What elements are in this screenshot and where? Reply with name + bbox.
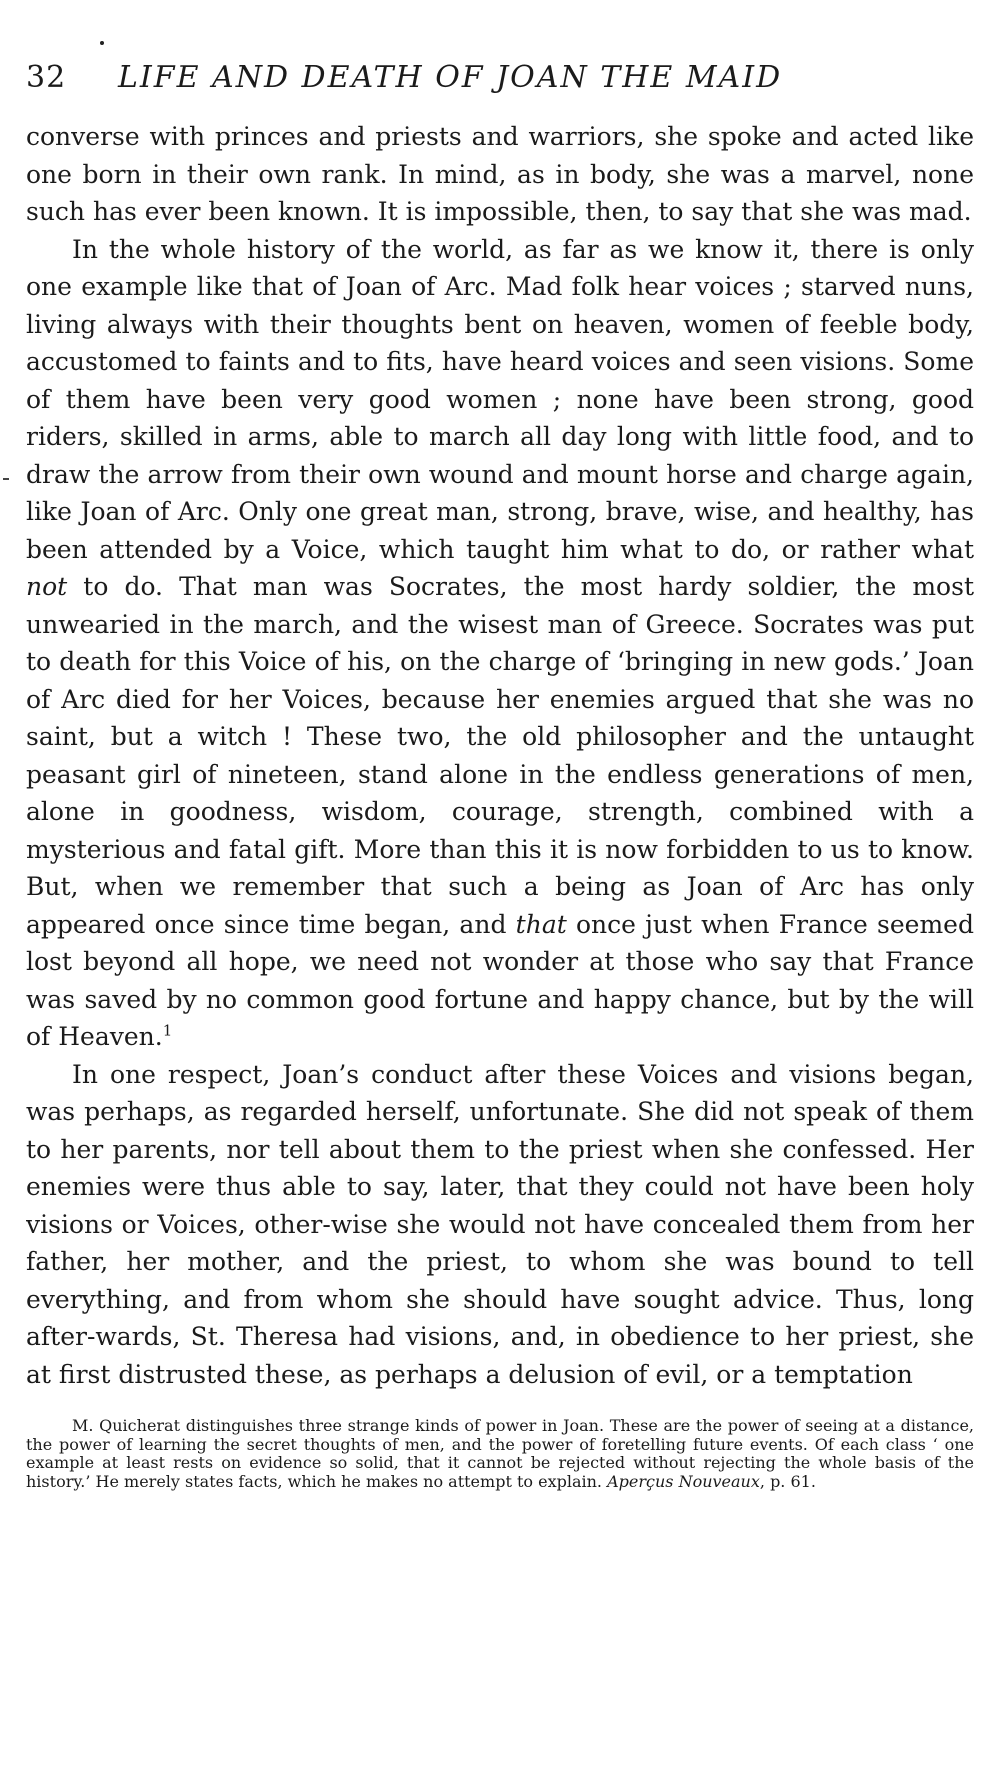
body-text [26, 118, 974, 1393]
footnote-reference: 1 [162, 1021, 173, 1040]
paragraph-2-part-a: In the whole history of the world, as far as we know it, there is only one example like that of Joan of Arc. Mad folk hear voices ; starved nuns, living always with their thoughts bent on heaven, women of feeble body, accustomed to faints and to fits, have heard voices and seen visions. Some of them have been very good women ; none have been strong, good riders, skilled in arms, able to march all day long with little food, and to draw the arrow from their own wound and mount horse and charge again, like Joan of Arc. Only one great man, strong, brave, wise, and healthy, has been attended by a Voice, which taught him what to do, or rather what [26, 234, 974, 564]
footnote-page-ref: , p. 61. [759, 1471, 816, 1491]
footnote-source: Aperçus Nouveaux [607, 1471, 760, 1491]
paragraph-2 [26, 231, 974, 1056]
footnote [26, 1417, 974, 1491]
ink-speck [100, 41, 104, 45]
paragraph-3: In one respect, Joan’s conduct after these Voices and visions began, was perhaps, as regarded herself, unfortunate. She did not speak of them to her parents, nor tell about them to the priest when she confessed. Her enemies were thus able to say, later, that they could not have been holy visions or Voices, other-wise she would not have concealed them from her father, her mother, and the priest, to whom she was bound to tell everything, and from whom she should have sought advice. Thus, long after-wards, St. Theresa had visions, and, in obedience to her priest, she at first distrusted these, as perhaps a delusion of evil, or a temptation [26, 1059, 974, 1389]
footnote-text: M. Quicherat distinguishes three strange kinds of power in Joan. These are the power of seeing at a distance, the power of learning the secret thoughts of men, and the power of foretelling future events. Of each class ‘ one example at least rests on evidence so solid, that it cannot be rejected without rejecting the whole basis of the history.’ He merely states facts, which he makes no attempt to explain. [26, 1416, 974, 1491]
page-number: 32 [26, 60, 67, 95]
margin-mark [3, 478, 9, 480]
paragraph-2-part-b: to do. That man was Socrates, the most hardy soldier, the most unwearied in the march, and the wisest man of Greece. Socrates was put to death for this Voice of his, on the charge of ‘bringing in new gods.’ Joan of Arc died for her Voices, because her enemies argued that she was no saint, but a witch ! These two, the old philosopher and the untaught peasant girl of nineteen, stand alone in the endless generations of men, alone in goodness, wisdom, courage, strength, combined with a mysterious and fatal gift. More than this it is now forbidden to us to know. But, when we remember that such a being as Joan of Arc has only appeared once since time began, and [26, 572, 974, 939]
running-header [26, 50, 974, 106]
emphasis-that: that [515, 909, 567, 939]
running-title: LIFE AND DEATH OF JOAN THE MAID [118, 60, 783, 95]
paragraph-1: converse with princes and priests and warriors, she spoke and acted like one born in their own rank. In mind, as in body, she was a marvel, none such has ever been known. It is impossible, then, to say that she was mad. [26, 122, 974, 226]
book-page [26, 50, 974, 1770]
emphasis-not: not [26, 572, 68, 601]
paragraph-2-part-c: once just when France seemed lost beyond all hope, we need not wonder at those who say that France was saved by no common good fortune and happy chance, but by the will of Heaven. [26, 909, 974, 1051]
